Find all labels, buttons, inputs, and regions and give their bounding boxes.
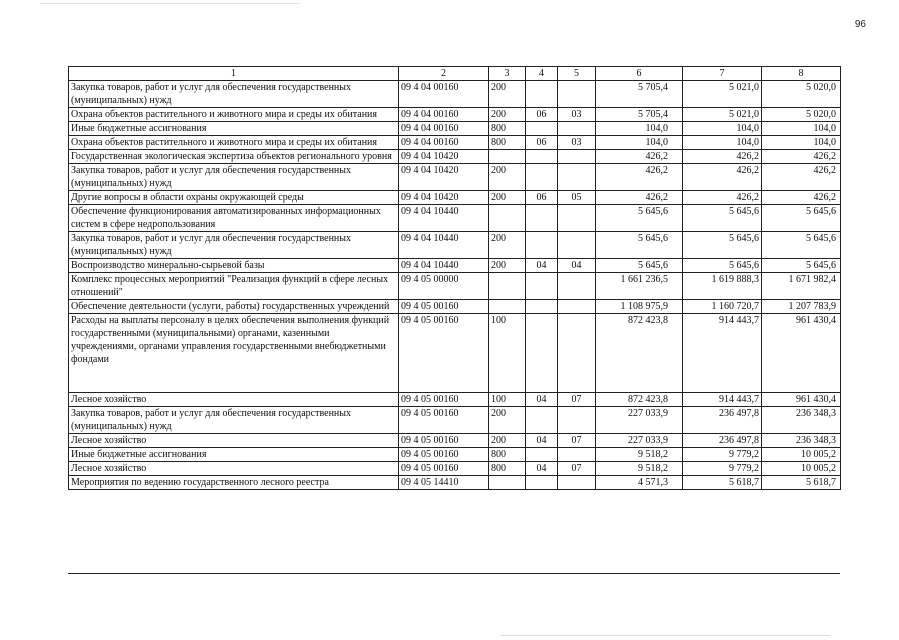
cell-amount-year-1: 5 645,6 (596, 232, 683, 259)
cell-section (526, 150, 558, 164)
table-row (69, 273, 841, 300)
table-row (69, 232, 841, 259)
cell-section (526, 314, 558, 393)
cell-target-code: 09 4 04 10420 (399, 191, 489, 205)
cell-subsection (558, 164, 596, 191)
cell-amount-year-1: 227 033,9 (596, 407, 683, 434)
cell-amount-year-3: 5 645,6 (762, 232, 841, 259)
cell-subsection (558, 300, 596, 314)
cell-amount-year-1: 104,0 (596, 136, 683, 150)
cell-amount-year-2: 5 618,7 (683, 476, 762, 490)
cell-amount-year-2: 104,0 (683, 136, 762, 150)
cell-name: Закупка товаров, работ и услуг для обеспечения государственных (муниципальных) нужд (69, 232, 399, 259)
cell-amount-year-2: 9 779,2 (683, 462, 762, 476)
table-row (69, 136, 841, 150)
cell-amount-year-1: 1 661 236,5 (596, 273, 683, 300)
table-row (69, 81, 841, 108)
cell-expense-type: 200 (489, 164, 526, 191)
cell-amount-year-3: 236 348,3 (762, 407, 841, 434)
header-row (69, 67, 841, 81)
cell-amount-year-1: 227 033,9 (596, 434, 683, 448)
table-row (69, 407, 841, 434)
cell-subsection (558, 150, 596, 164)
cell-subsection (558, 273, 596, 300)
budget-table (68, 66, 841, 490)
table-row (69, 448, 841, 462)
cell-target-code: 09 4 05 14410 (399, 476, 489, 490)
cell-expense-type: 200 (489, 191, 526, 205)
cell-name: Лесное хозяйство (69, 434, 399, 448)
cell-amount-year-3: 1 207 783,9 (762, 300, 841, 314)
cell-name: Лесное хозяйство (69, 462, 399, 476)
cell-subsection (558, 81, 596, 108)
cell-amount-year-1: 872 423,8 (596, 314, 683, 393)
cell-amount-year-1: 9 518,2 (596, 462, 683, 476)
cell-amount-year-1: 872 423,8 (596, 393, 683, 407)
cell-subsection: 04 (558, 259, 596, 273)
cell-amount-year-2: 426,2 (683, 164, 762, 191)
cell-expense-type (489, 273, 526, 300)
cell-expense-type: 800 (489, 122, 526, 136)
cell-subsection (558, 448, 596, 462)
cell-amount-year-1: 104,0 (596, 122, 683, 136)
cell-target-code: 09 4 05 00160 (399, 434, 489, 448)
cell-name: Закупка товаров, работ и услуг для обеспечения государственных (муниципальных) нужд (69, 407, 399, 434)
cell-section (526, 81, 558, 108)
scan-artifact-bottom (500, 635, 830, 636)
header-cell-3: 3 (489, 67, 526, 81)
cell-subsection: 07 (558, 462, 596, 476)
cell-target-code: 09 4 05 00160 (399, 448, 489, 462)
cell-amount-year-3: 104,0 (762, 122, 841, 136)
cell-amount-year-1: 426,2 (596, 191, 683, 205)
cell-name: Обеспечение деятельности (услуги, работы) государственных учреждений (69, 300, 399, 314)
cell-amount-year-3: 961 430,4 (762, 314, 841, 393)
cell-section (526, 476, 558, 490)
cell-name: Закупка товаров, работ и услуг для обеспечения государственных (муниципальных) нужд (69, 164, 399, 191)
cell-name: Иные бюджетные ассигнования (69, 122, 399, 136)
cell-section (526, 205, 558, 232)
table-row (69, 462, 841, 476)
cell-name: Охрана объектов растительного и животного мира и среды их обитания (69, 136, 399, 150)
header-cell-2: 2 (399, 67, 489, 81)
header-cell-4: 4 (526, 67, 558, 81)
cell-expense-type: 200 (489, 407, 526, 434)
cell-subsection (558, 122, 596, 136)
cell-subsection: 03 (558, 136, 596, 150)
cell-amount-year-2: 104,0 (683, 122, 762, 136)
cell-section (526, 273, 558, 300)
cell-amount-year-2: 236 497,8 (683, 434, 762, 448)
cell-expense-type: 100 (489, 393, 526, 407)
cell-target-code: 09 4 05 00160 (399, 314, 489, 393)
cell-amount-year-3: 426,2 (762, 164, 841, 191)
cell-expense-type: 800 (489, 462, 526, 476)
cell-subsection (558, 232, 596, 259)
cell-name: Комплекс процессных мероприятий "Реализация функций в сфере лесных отношений" (69, 273, 399, 300)
cell-subsection: 07 (558, 393, 596, 407)
cell-amount-year-3: 236 348,3 (762, 434, 841, 448)
table-row (69, 314, 841, 393)
cell-target-code: 09 4 04 10420 (399, 150, 489, 164)
cell-section: 04 (526, 259, 558, 273)
cell-name: Мероприятия по ведению государственного лесного реестра (69, 476, 399, 490)
cell-target-code: 09 4 04 00160 (399, 81, 489, 108)
cell-section (526, 164, 558, 191)
cell-target-code: 09 4 04 00160 (399, 108, 489, 122)
cell-target-code: 09 4 04 00160 (399, 122, 489, 136)
cell-target-code: 09 4 04 10440 (399, 259, 489, 273)
cell-target-code: 09 4 04 00160 (399, 136, 489, 150)
table-row (69, 300, 841, 314)
cell-amount-year-3: 5 618,7 (762, 476, 841, 490)
cell-name: Воспроизводство минерально-сырьевой базы (69, 259, 399, 273)
table-row (69, 164, 841, 191)
scan-artifact-top (40, 3, 300, 4)
cell-target-code: 09 4 05 00160 (399, 393, 489, 407)
cell-target-code: 09 4 05 00160 (399, 407, 489, 434)
cell-section (526, 407, 558, 434)
table-row (69, 150, 841, 164)
cell-amount-year-1: 4 571,3 (596, 476, 683, 490)
cell-amount-year-1: 1 108 975,9 (596, 300, 683, 314)
cell-amount-year-3: 5 020,0 (762, 108, 841, 122)
cell-amount-year-2: 5 645,6 (683, 205, 762, 232)
cell-amount-year-2: 914 443,7 (683, 314, 762, 393)
cell-expense-type (489, 476, 526, 490)
cell-expense-type: 800 (489, 136, 526, 150)
cell-target-code: 09 4 05 00160 (399, 462, 489, 476)
cell-name: Закупка товаров, работ и услуг для обеспечения государственных (муниципальных) нужд (69, 81, 399, 108)
cell-section: 06 (526, 191, 558, 205)
cell-amount-year-3: 426,2 (762, 191, 841, 205)
cell-section: 04 (526, 462, 558, 476)
table-body (69, 81, 841, 490)
cell-amount-year-2: 5 021,0 (683, 81, 762, 108)
cell-target-code: 09 4 04 10440 (399, 205, 489, 232)
cell-target-code: 09 4 04 10420 (399, 164, 489, 191)
cell-amount-year-3: 10 005,2 (762, 462, 841, 476)
cell-amount-year-3: 5 020,0 (762, 81, 841, 108)
header-cell-8: 8 (762, 67, 841, 81)
cell-expense-type: 800 (489, 448, 526, 462)
cell-name: Другие вопросы в области охраны окружающей среды (69, 191, 399, 205)
cell-amount-year-3: 104,0 (762, 136, 841, 150)
cell-name: Лесное хозяйство (69, 393, 399, 407)
cell-amount-year-1: 426,2 (596, 150, 683, 164)
cell-amount-year-2: 9 779,2 (683, 448, 762, 462)
cell-amount-year-2: 426,2 (683, 150, 762, 164)
cell-expense-type (489, 300, 526, 314)
cell-section: 06 (526, 136, 558, 150)
header-cell-5: 5 (558, 67, 596, 81)
cell-section: 04 (526, 434, 558, 448)
table-row (69, 393, 841, 407)
cell-subsection (558, 314, 596, 393)
cell-amount-year-2: 426,2 (683, 191, 762, 205)
header-cell-7: 7 (683, 67, 762, 81)
cell-section (526, 122, 558, 136)
page-number: 96 (854, 19, 866, 30)
header-cell-6: 6 (596, 67, 683, 81)
cell-name: Обеспечение функционирования автоматизированных информационных систем в сфере недропользования (69, 205, 399, 232)
header-cell-1: 1 (69, 67, 399, 81)
cell-expense-type: 200 (489, 434, 526, 448)
cell-amount-year-2: 1 160 720,7 (683, 300, 762, 314)
cell-amount-year-3: 1 671 982,4 (762, 273, 841, 300)
cell-target-code: 09 4 05 00160 (399, 300, 489, 314)
cell-amount-year-1: 5 645,6 (596, 205, 683, 232)
cell-amount-year-1: 9 518,2 (596, 448, 683, 462)
cell-name: Расходы на выплаты персоналу в целях обеспечения выполнения функций государственными (муниципальными) органами, казенными учреждениями, органами управления государственными внебюджетными фондами (69, 314, 399, 393)
cell-expense-type (489, 150, 526, 164)
cell-amount-year-2: 5 021,0 (683, 108, 762, 122)
cell-expense-type: 100 (489, 314, 526, 393)
cell-expense-type: 200 (489, 259, 526, 273)
table-row (69, 122, 841, 136)
cell-amount-year-3: 5 645,6 (762, 205, 841, 232)
table-row (69, 205, 841, 232)
cell-subsection: 05 (558, 191, 596, 205)
cell-amount-year-1: 5 705,4 (596, 81, 683, 108)
cell-target-code: 09 4 05 00000 (399, 273, 489, 300)
table-row (69, 259, 841, 273)
cell-amount-year-2: 5 645,6 (683, 232, 762, 259)
cell-name: Охрана объектов растительного и животного мира и среды их обитания (69, 108, 399, 122)
cell-expense-type: 200 (489, 81, 526, 108)
cell-name: Иные бюджетные ассигнования (69, 448, 399, 462)
cell-section (526, 448, 558, 462)
cell-amount-year-1: 426,2 (596, 164, 683, 191)
cell-section (526, 232, 558, 259)
table-row (69, 108, 841, 122)
cell-expense-type (489, 205, 526, 232)
table-row (69, 434, 841, 448)
table-row (69, 476, 841, 490)
cell-expense-type: 200 (489, 232, 526, 259)
table-row (69, 191, 841, 205)
cell-subsection: 07 (558, 434, 596, 448)
cell-amount-year-3: 5 645,6 (762, 259, 841, 273)
cell-subsection (558, 476, 596, 490)
cell-amount-year-1: 5 705,4 (596, 108, 683, 122)
cell-target-code: 09 4 04 10440 (399, 232, 489, 259)
cell-amount-year-1: 5 645,6 (596, 259, 683, 273)
cell-name: Государственная экологическая экспертиза объектов регионального уровня (69, 150, 399, 164)
cell-amount-year-3: 10 005,2 (762, 448, 841, 462)
cell-subsection (558, 205, 596, 232)
cell-amount-year-2: 1 619 888,3 (683, 273, 762, 300)
cell-section (526, 300, 558, 314)
cell-subsection (558, 407, 596, 434)
cell-amount-year-3: 961 430,4 (762, 393, 841, 407)
cell-amount-year-2: 914 443,7 (683, 393, 762, 407)
cell-section: 06 (526, 108, 558, 122)
cell-subsection: 03 (558, 108, 596, 122)
cell-amount-year-2: 236 497,8 (683, 407, 762, 434)
cell-amount-year-3: 426,2 (762, 150, 841, 164)
table-bottom-rule (68, 573, 840, 574)
cell-section: 04 (526, 393, 558, 407)
cell-amount-year-2: 5 645,6 (683, 259, 762, 273)
cell-expense-type: 200 (489, 108, 526, 122)
